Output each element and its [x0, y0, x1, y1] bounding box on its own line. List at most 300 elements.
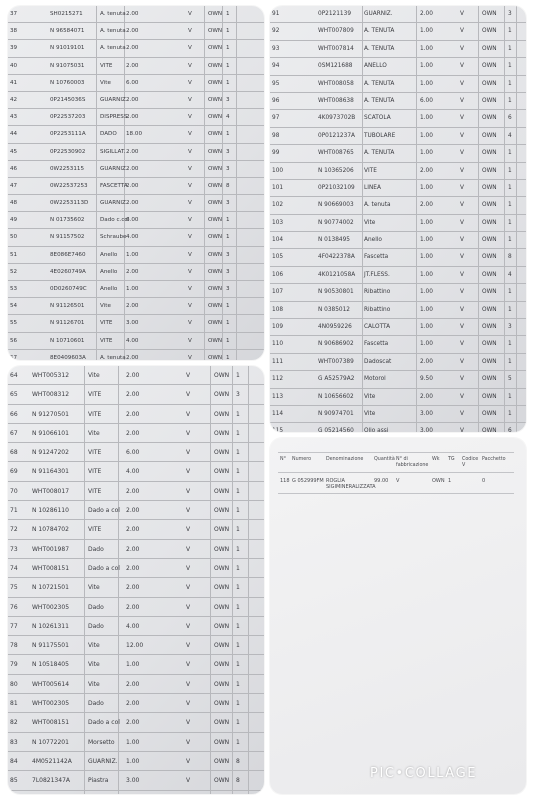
part-owner: OWN	[482, 324, 497, 331]
part-description: Dado	[88, 700, 104, 708]
part-owner: OWN	[482, 80, 497, 87]
row-number: 113	[272, 393, 284, 400]
part-group: 8	[236, 757, 240, 765]
part-description: Dado	[88, 622, 104, 630]
part-owner: OWN	[208, 148, 223, 155]
part-description	[88, 791, 100, 794]
column-divider	[124, 126, 125, 142]
part-description: DISPRESS.	[100, 114, 130, 121]
part-group: 1	[508, 28, 512, 35]
part-description: GUARNIZ.	[100, 96, 128, 103]
part-group: 8	[508, 254, 512, 261]
column-divider	[232, 771, 233, 789]
part-group: 1	[236, 507, 240, 515]
column-divider	[204, 247, 205, 263]
table-row	[8, 281, 264, 298]
column-divider	[516, 23, 517, 39]
part-owner: OWN	[208, 268, 223, 275]
column-divider	[204, 161, 205, 177]
column-divider	[236, 333, 237, 349]
part-flag: V	[188, 165, 192, 172]
table-row	[8, 333, 264, 350]
column-divider	[478, 267, 479, 283]
part-group: 1	[508, 167, 512, 174]
part-flag: V	[188, 251, 192, 258]
column-divider	[516, 354, 517, 370]
part-description: Piastra	[88, 777, 109, 785]
part-flag: V	[186, 642, 191, 650]
part-quantity: 1.00	[420, 289, 433, 296]
part-group: 1	[508, 341, 512, 348]
column-divider	[504, 284, 505, 300]
part-description: FASCETTA	[100, 182, 128, 189]
table-row	[8, 161, 264, 178]
part-flag: V	[460, 132, 464, 139]
part-description: VITE	[364, 167, 377, 174]
part-quantity: 1.00	[126, 286, 139, 292]
part-group: 8	[236, 777, 240, 785]
table-row	[270, 93, 526, 110]
part-description: ANELLO	[364, 63, 387, 70]
part-owner: OWN	[208, 62, 223, 69]
part-description: A. tenuta	[364, 202, 391, 209]
part-quantity: 1.00	[420, 45, 433, 52]
part-group: 1	[236, 642, 240, 650]
column-divider	[222, 92, 223, 108]
column-divider	[210, 424, 211, 442]
part-quantity: 2.00	[126, 45, 139, 52]
part-owner: OWN	[208, 45, 223, 52]
part-group: 1	[508, 358, 512, 365]
column-divider	[232, 733, 233, 751]
part-description: TUBOLARE	[364, 132, 396, 139]
column-divider	[416, 58, 417, 74]
part-description: Fascetta	[364, 254, 389, 261]
part-quantity: 1.00	[126, 738, 140, 746]
part-owner: OWN	[482, 341, 497, 348]
column-divider	[362, 76, 363, 92]
part-group: 1	[508, 80, 512, 87]
column-divider	[516, 197, 517, 213]
column-divider	[504, 6, 505, 22]
table-row	[8, 315, 264, 332]
part-owner: OWN	[482, 271, 497, 278]
column-divider	[416, 249, 417, 265]
column-divider	[416, 41, 417, 57]
part-description: A. TENUTA	[364, 150, 395, 157]
column-divider	[416, 232, 417, 248]
part-flag: V	[186, 564, 191, 572]
column-divider	[222, 298, 223, 314]
column-divider	[204, 144, 205, 160]
column-divider	[222, 315, 223, 331]
part-group: 1	[236, 468, 240, 476]
table-row	[270, 354, 526, 371]
column-divider	[84, 443, 85, 461]
part-quantity: 4.00	[126, 234, 139, 241]
part-owner: OWN	[482, 28, 497, 35]
table-row	[270, 215, 526, 232]
table-row	[8, 424, 264, 443]
part-quantity: 2.00	[126, 526, 140, 534]
column-divider	[362, 336, 363, 352]
part-quantity: 3.00	[420, 428, 433, 432]
header-cell: N°	[280, 457, 286, 462]
part-description: Vite	[364, 219, 376, 226]
part-code: WHT002305	[32, 700, 70, 708]
row-number: 81	[10, 700, 18, 708]
column-divider	[210, 443, 211, 461]
table-row	[8, 144, 264, 161]
part-description: ROGLIA SIGIMINERALIZZATA	[326, 478, 376, 490]
part-quantity: 2.00	[126, 372, 140, 379]
part-owner: OWN	[214, 757, 230, 765]
column-divider	[232, 520, 233, 538]
column-divider	[210, 791, 211, 794]
part-code: 7L0821347A	[32, 777, 70, 785]
table-row	[8, 501, 264, 520]
column-divider	[504, 319, 505, 335]
part-group: 1	[508, 237, 512, 244]
column-divider	[516, 93, 517, 109]
table-row	[8, 40, 264, 57]
part-owner: OWN	[214, 603, 230, 611]
row-number: 47	[10, 182, 18, 189]
column-divider	[210, 501, 211, 519]
part-code: N 91175501	[32, 642, 69, 650]
column-divider	[210, 482, 211, 500]
part-group: 1	[226, 337, 230, 344]
row-number: 40	[10, 62, 18, 69]
part-description: Vite	[100, 79, 111, 86]
table-row	[8, 752, 264, 771]
column-divider	[236, 92, 237, 108]
column-divider	[362, 145, 363, 161]
column-divider	[96, 178, 97, 194]
column-divider	[210, 385, 211, 403]
column-divider	[504, 110, 505, 126]
column-divider	[416, 110, 417, 126]
part-quantity: 3.00	[420, 410, 433, 417]
part-quantity: 6.00	[420, 97, 433, 104]
row-number: 85	[10, 777, 18, 785]
column-divider	[96, 281, 97, 297]
column-divider	[96, 58, 97, 74]
part-flag: V	[460, 63, 464, 70]
row-number: 64	[10, 372, 18, 379]
part-owner: OWN	[482, 115, 497, 122]
column-divider	[84, 617, 85, 635]
column-divider	[124, 315, 125, 331]
column-divider	[84, 752, 85, 770]
column-divider	[504, 76, 505, 92]
header-cell: Numero	[292, 457, 312, 462]
part-code: N 0385012	[318, 306, 350, 313]
part-quantity: 6.00	[126, 449, 140, 457]
part-flag: V	[186, 545, 191, 553]
column-divider	[84, 501, 85, 519]
part-code: WHT007389	[318, 358, 354, 365]
part-owner: OWN	[214, 391, 230, 399]
column-divider	[248, 578, 249, 596]
part-description: Schraube	[100, 234, 127, 241]
column-divider	[210, 655, 211, 673]
part-flag: V	[188, 320, 192, 327]
part-code: 0P21032109	[318, 184, 355, 191]
table-row	[8, 636, 264, 655]
column-divider	[504, 180, 505, 196]
part-description: Fascetta	[364, 341, 389, 348]
part-code: N 10760003	[50, 79, 85, 86]
table-row	[8, 92, 264, 109]
part-owner: OWN	[482, 219, 497, 226]
part-owner: OWN	[482, 150, 497, 157]
part-description: GUARNIZ.	[88, 757, 118, 765]
column-divider	[478, 41, 479, 57]
part-flag: V	[460, 115, 464, 122]
part-group: 1	[226, 28, 230, 35]
part-quantity: 2.00	[126, 268, 139, 275]
column-divider	[84, 385, 85, 403]
part-quantity: 2.00	[126, 391, 140, 399]
column-divider	[504, 389, 505, 405]
part-quantity: 6.00	[126, 217, 139, 224]
column-divider	[248, 617, 249, 635]
part-owner: OWN	[482, 428, 497, 432]
table-row	[8, 229, 264, 246]
row-number: 39	[10, 45, 18, 52]
part-description: Dado	[88, 603, 104, 611]
column-divider	[248, 636, 249, 654]
part-group: 1	[236, 738, 240, 746]
column-divider	[222, 333, 223, 349]
part-group: 1	[508, 45, 512, 52]
table-row	[8, 405, 264, 424]
part-owner: OWN	[214, 622, 230, 630]
part-code: N 10261311	[32, 622, 69, 630]
part-description: VITE	[100, 62, 113, 69]
part-quantity: 1.00	[420, 63, 433, 70]
column-divider	[96, 144, 97, 160]
part-quantity: 1.00	[420, 271, 433, 278]
part-code: WHT007809	[318, 28, 354, 35]
column-divider	[516, 41, 517, 57]
column-divider	[516, 145, 517, 161]
part-code: N 90669003	[318, 202, 354, 209]
table-row	[8, 298, 264, 315]
column-divider	[362, 406, 363, 422]
column-divider	[416, 406, 417, 422]
column-divider	[210, 733, 211, 751]
part-code: 0P2121139	[318, 11, 352, 17]
column-divider	[204, 75, 205, 91]
part-group: 1	[508, 219, 512, 226]
table-header-row	[278, 452, 514, 472]
part-owner: OWN	[208, 337, 223, 344]
part-group: 5	[508, 376, 512, 383]
part-description: Ribattino	[364, 289, 391, 296]
table-row	[8, 559, 264, 578]
part-code: N 10772201	[32, 738, 69, 746]
part-quantity: 2.00	[420, 167, 433, 174]
part-group: 1	[448, 478, 452, 484]
column-divider	[362, 41, 363, 57]
row-number: 111	[272, 358, 284, 365]
row-number: 70	[10, 487, 18, 495]
column-divider	[124, 298, 125, 314]
column-divider	[416, 76, 417, 92]
column-divider	[96, 315, 97, 331]
part-group: 3	[236, 391, 240, 399]
part-description: VITE	[88, 449, 102, 457]
part-group: 1	[508, 97, 512, 104]
table-row	[8, 791, 264, 794]
row-number: 53	[10, 286, 18, 292]
part-description: Vite	[88, 680, 100, 688]
part-group: 1	[236, 449, 240, 457]
column-divider	[232, 675, 233, 693]
part-owner: OWN	[482, 97, 497, 104]
part-description: VITE	[88, 526, 102, 534]
column-divider	[232, 405, 233, 423]
part-description: Dado c.col	[100, 217, 130, 224]
column-divider	[362, 6, 363, 22]
row-number: 49	[10, 217, 18, 224]
part-flag: V	[460, 289, 464, 296]
part-owner: OWN	[208, 234, 223, 241]
part-quantity: 2.00	[126, 545, 140, 553]
part-package: 0	[482, 478, 486, 484]
part-quantity: 2.00	[126, 584, 140, 592]
part-code: G 05214560	[318, 428, 354, 432]
column-divider	[84, 482, 85, 500]
column-divider	[232, 598, 233, 616]
column-divider	[248, 540, 249, 558]
row-number: 78	[10, 642, 18, 650]
column-divider	[478, 76, 479, 92]
column-divider	[210, 540, 211, 558]
part-flag: V	[460, 219, 464, 226]
column-divider	[84, 791, 85, 794]
column-divider	[362, 58, 363, 74]
part-description: VITE	[88, 410, 102, 418]
column-divider	[416, 163, 417, 179]
row-number: 82	[10, 719, 18, 727]
part-flag	[186, 791, 190, 794]
column-divider	[248, 559, 249, 577]
table-row	[8, 617, 264, 636]
part-code: 0P22530902	[50, 148, 86, 155]
part-code: WHT008312	[32, 391, 70, 399]
column-divider	[478, 423, 479, 432]
table-row	[270, 6, 526, 23]
column-divider	[232, 540, 233, 558]
row-number: 76	[10, 603, 18, 611]
column-divider	[232, 694, 233, 712]
part-owner: OWN	[208, 320, 223, 327]
column-divider	[232, 578, 233, 596]
row-number: 71	[10, 507, 18, 515]
part-flag: V	[460, 306, 464, 313]
column-divider	[84, 713, 85, 731]
part-owner: OWN	[208, 200, 223, 207]
part-flag: V	[460, 80, 464, 87]
table-row	[270, 110, 526, 127]
part-flag: V	[460, 11, 464, 17]
part-code: N 91126501	[50, 303, 85, 310]
column-divider	[118, 482, 119, 500]
column-divider	[232, 443, 233, 461]
row-number: 45	[10, 148, 18, 155]
part-description: SCATOLA	[364, 115, 391, 122]
column-divider	[504, 423, 505, 432]
column-divider	[236, 298, 237, 314]
column-divider	[362, 284, 363, 300]
part-quantity: 12.00	[126, 642, 144, 650]
column-divider	[222, 75, 223, 91]
column-divider	[84, 636, 85, 654]
part-owner: OWN	[214, 526, 230, 534]
document-photo-2	[270, 6, 526, 432]
row-number: 54	[10, 303, 18, 310]
table-row	[8, 713, 264, 732]
column-divider	[204, 92, 205, 108]
part-code: 0W2253115	[50, 165, 85, 172]
table-row	[8, 264, 264, 281]
part-group: 4	[226, 114, 230, 121]
column-divider	[416, 23, 417, 39]
column-divider	[248, 771, 249, 789]
part-flag: V	[460, 97, 464, 104]
part-owner: OWN	[482, 306, 497, 313]
column-divider	[96, 195, 97, 211]
table-row	[270, 58, 526, 75]
pic-collage-watermark: PIC•COLLAGE	[370, 766, 478, 781]
column-divider	[204, 178, 205, 194]
part-flag: V	[188, 62, 192, 69]
part-flag: V	[186, 622, 191, 630]
table-row	[270, 302, 526, 319]
column-divider	[516, 406, 517, 422]
column-divider	[478, 371, 479, 387]
column-divider	[504, 354, 505, 370]
column-divider	[118, 366, 119, 384]
column-divider	[222, 195, 223, 211]
part-description: Dado a col	[88, 564, 120, 572]
column-divider	[84, 559, 85, 577]
part-flag: V	[188, 303, 192, 310]
part-owner: OWN	[214, 777, 230, 785]
part-group: 4	[508, 132, 512, 139]
part-description: GUARNIZ.	[100, 165, 128, 172]
part-code: WHT007814	[318, 45, 354, 52]
part-flag: V	[186, 372, 191, 379]
column-divider	[248, 520, 249, 538]
table-row	[8, 462, 264, 481]
part-quantity: 1.00	[420, 28, 433, 35]
part-owner: OWN	[214, 410, 230, 418]
column-divider	[478, 128, 479, 144]
part-description: A. tenuta	[100, 45, 126, 52]
column-divider	[222, 247, 223, 263]
part-description: Vite	[88, 661, 100, 669]
part-group: 1	[236, 680, 240, 688]
part-code: N 91247202	[32, 449, 69, 457]
column-divider	[362, 180, 363, 196]
column-divider	[232, 385, 233, 403]
table-row	[270, 197, 526, 214]
part-owner	[214, 791, 229, 794]
